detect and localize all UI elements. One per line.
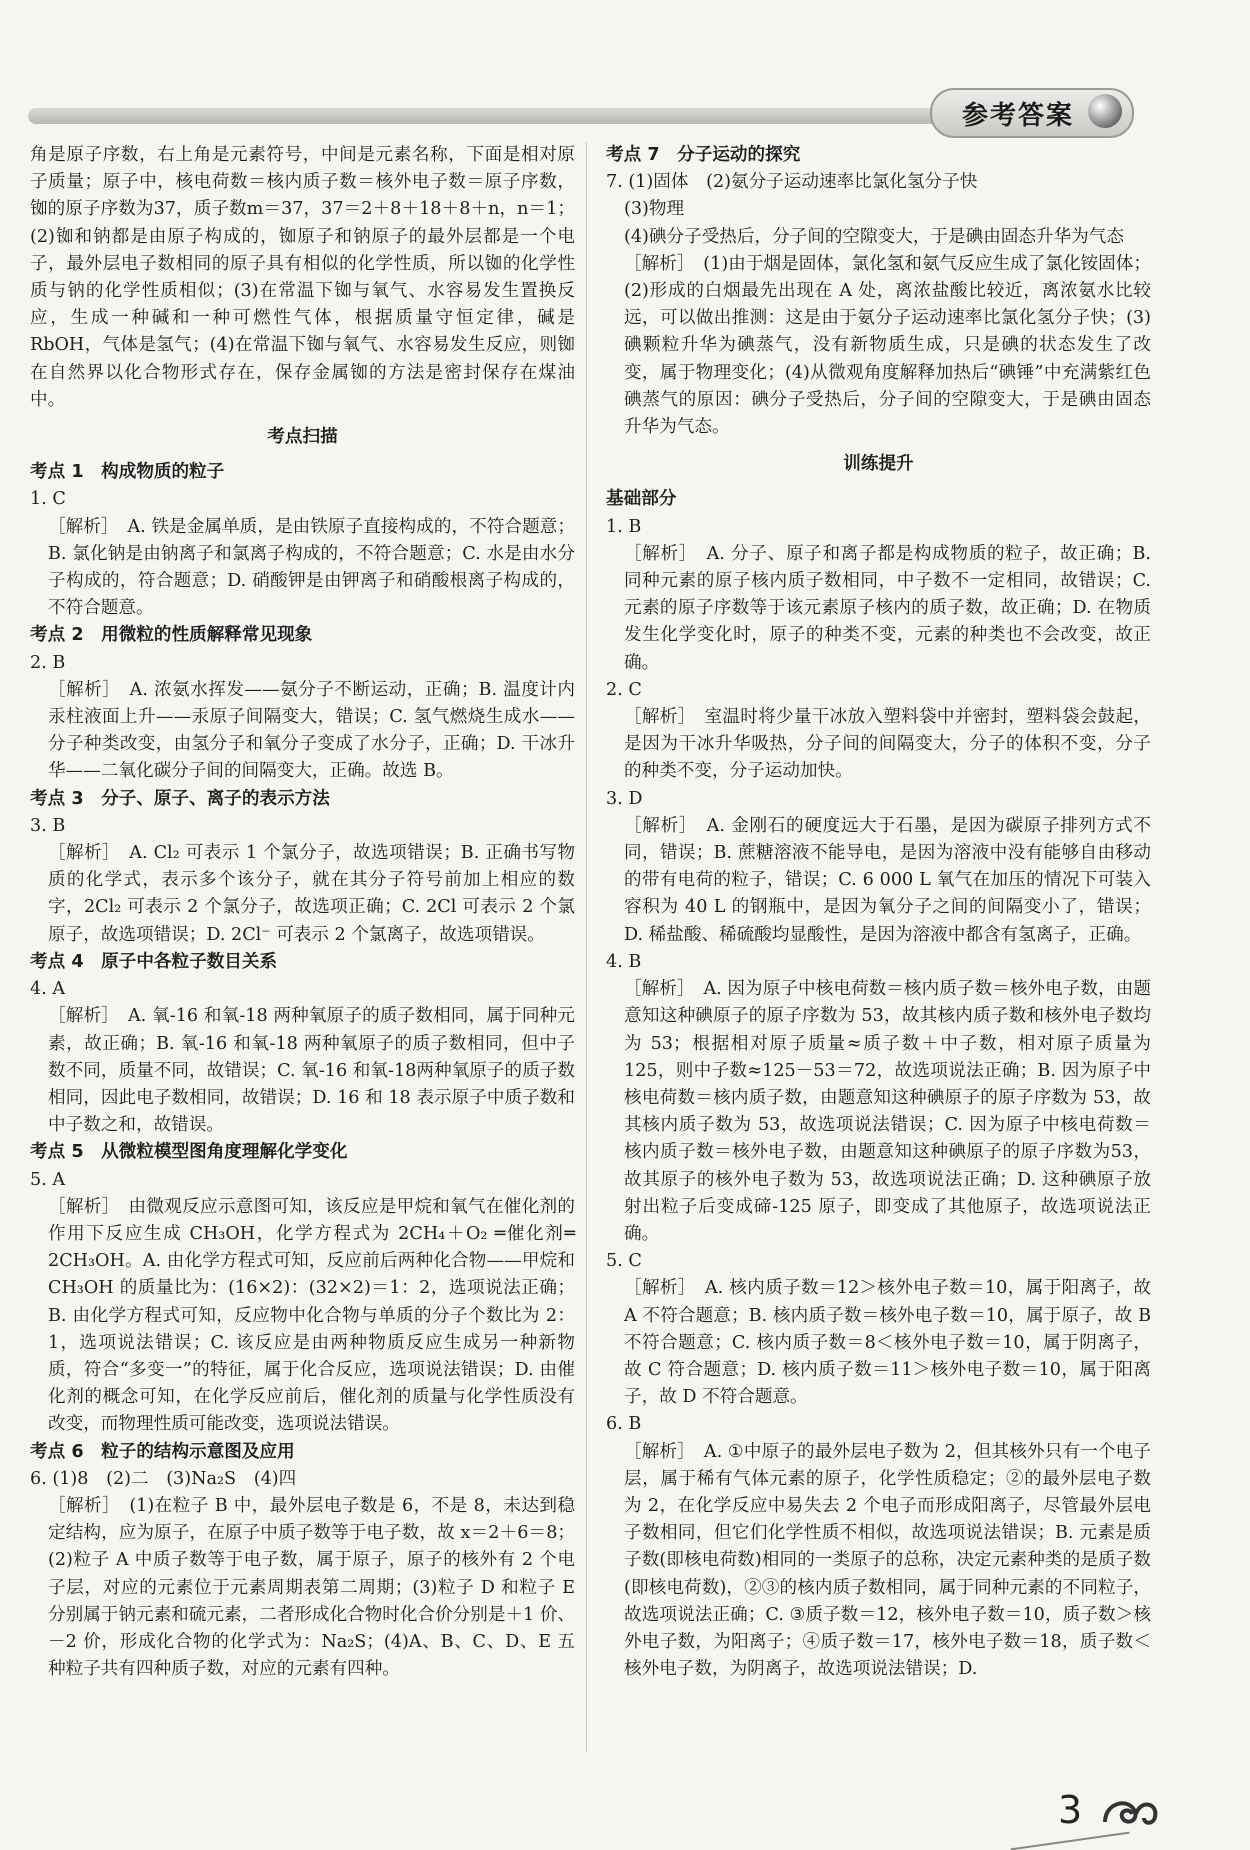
right-column — [606, 142, 1151, 1683]
explanation: ［解析］ 室温时将少量干冰放入塑料袋中并密封，塑料袋会鼓起，是因为干冰升华吸热，分子间的间隔变大，分子的体积不变，分子的种类不变，分子运动加快。 — [624, 707, 1151, 782]
answer-line: 4. B — [606, 951, 642, 972]
answer-line: 6. (1)8 (2)二 (3)Na₂S (4)四 — [30, 1468, 297, 1489]
explanation: ［解析］ (1)由于烟是固体，氯化氢和氨气反应生成了氯化铵固体；(2)形成的白烟最先出现在 A 处，离浓盐酸比较近，离浓氨水比较远，可以做出推测：这是由于氨分子运动速率比氯化氢分子快；(3)碘颗粒升华为碘蒸气，没有新物质生成，只是碘的状态发生了改变，属于物理变化；(4)从微观角度解释加热后“碘锤”中充满紫红色碘蒸气的原因：碘分子受热后，分子间的空隙变大，于是碘由固态升华为气态。 — [624, 253, 1151, 438]
left-column — [30, 142, 575, 1683]
section-heading: 考点扫描 — [267, 427, 338, 448]
section-heading: 训练提升 — [843, 454, 914, 475]
column-divider — [586, 142, 587, 1752]
explanation: ［解析］ A. Cl₂ 可表示 1 个氯分子，故选项错误；B. 正确书写物质的化学式，表示多个该分子，就在其分子符号前加上相应的数字，2Cl₂ 可表示 2 个氯分子，故选项正确；C. 2Cl 可表示 2 个氯原子，故选项错误；D. 2Cl⁻ 可表示 2 个氯离子，故选项错误。 — [48, 843, 575, 945]
explanation: ［解析］ A. 金刚石的硬度远大于石墨，是因为碳原子排列方式不同，错误；B. 蔗糖溶液不能导电，是因为溶液中没有能够自由移动的带有电荷的粒子，错误；C. 6 000 L 氧气在加压的情况下可装入容积为 40 L 的钢瓶中，是因为氧分子之间的间隔变小了，错误；D. 稀盐酸、稀硫酸均显酸性，是因为溶液中都含有氢离子，正确。 — [624, 815, 1151, 945]
explanation: (3)物理 — [624, 199, 685, 220]
topic-heading: 考点 3 分子、原子、离子的表示方法 — [30, 788, 330, 809]
explanation: ［解析］ A. ①中原子的最外层电子数为 2，但其核外只有一个电子层，属于稀有气体元素的原子，化学性质稳定；②的最外层电子数为 2，在化学反应中易失去 2 个电子而形成阳离子，尽管最外层电子数相同，但它们化学性质不相似，故选项说法错误；B. 元素是质子数(即核电荷数)相同的一类原子的总称，决定元素种类的是质子数(即核电荷数)，②③的核内质子数相同，属于同种元素的不同粒子，故选项说法正确；C. ③质子数＝12，核外电子数＝10，质子数＞核外电子数，为阳离子；④质子数＝17，核外电子数＝18，质子数＜核外电子数，为阴离子，故选项说法错误；D. — [624, 1441, 1151, 1680]
answer-line: 5. C — [606, 1251, 642, 1272]
explanation: ［解析］ A. 铁是金属单质，是由铁原子直接构成的，不符合题意；B. 氯化钠是由钠离子和氯离子构成的，不符合题意；C. 水是由水分子构成的，符合题意；D. 硝酸钾是由钾离子和硝酸根离子构成的，不符合题意。 — [48, 516, 575, 619]
header-title: 参考答案 — [962, 101, 1075, 131]
explanation: ［解析］ A. 分子、原子和离子都是构成物质的粒子，故正确；B. 同种元素的原子核内质子数相同，中子数不一定相同，故错误；C. 元素的原子序数等于该元素原子核内的质子数，故正确；D. 在物质发生化学变化时，原子的种类不变，元素的种类也不会改变，故正确。 — [624, 543, 1151, 673]
answer-line: 1. B — [606, 516, 642, 537]
answer-line: 7. (1)固体 (2)氨分子运动速率比氯化氢分子快 — [606, 172, 978, 193]
answer-line: 2. B — [30, 652, 66, 673]
topic-heading: 考点 7 分子运动的探究 — [606, 145, 801, 165]
answer-line: 6. B — [606, 1414, 642, 1435]
topic-heading: 考点 6 粒子的结构示意图及应用 — [30, 1441, 295, 1462]
topic-heading: 考点 4 原子中各粒子数目关系 — [30, 951, 278, 972]
explanation: ［解析］ A. 浓氨水挥发——氨分子不断运动，正确；B. 温度计内汞柱液面上升——汞原子间隔变大，错误；C. 氢气燃烧生成水——分子种类改变，由氢分子和氧分子变成了水分子，正确；D. 干冰升华——二氧化碳分子间的间隔变大，正确。故选 B。 — [48, 679, 575, 782]
page-number: 3 — [1058, 1788, 1083, 1832]
answer-line: 5. A — [30, 1169, 66, 1190]
answer-line: 1. C — [30, 489, 66, 510]
answer-line: 2. C — [606, 679, 642, 700]
explanation: ［解析］ A. 氧-16 和氧-18 两种氧原子的质子数相同，属于同种元素，故正确；B. 氧-16 和氧-18 两种氧原子的质子数相同，但中子数不同，质量不同，故错误；C. 氧-16 和氧-18两种氧原子的质子数相同，因此电子数相同，故错误；D. 16 和 18 表示原子中质子数和中子数之和，故错误。 — [48, 1006, 575, 1136]
topic-heading: 考点 1 构成物质的粒子 — [30, 462, 225, 483]
footer-line — [1010, 1832, 1129, 1850]
explanation: ［解析］ A. 因为原子中核电荷数＝核内质子数＝核外电子数，由题意知这种碘原子的原子序数为 53，故其核内质子数和核外电子数均为 53；根据相对原子质量≈质子数＋中子数，相对原子质量为 125，则中子数≈125－53＝72，故选项说法正确；B. 因为原子中核电荷数＝核内质子数，由题意知这种碘原子的原子序数为 53，故其核内质子数为 53，故选项说法错误；C. 因为原子中核电荷数＝核内质子数＝核外电子数，由题意知这种碘原子的原子序数为53，故其原子的核外电子数为 53，故选项说法正确；D. 这种碘原子放射出粒子后变成碲-125 原子，即变成了其他原子，故选项说法正确。 — [624, 979, 1151, 1244]
answer-line: 3. D — [606, 788, 643, 809]
answer-line: 4. A — [30, 979, 66, 1000]
header-ball-icon — [1088, 94, 1122, 128]
explanation: ［解析］ 由微观反应示意图可知，该反应是甲烷和氧气在催化剂的作用下反应生成 CH₃OH，化学方程式为 2CH₄＋O₂ ═催化剂═ 2CH₃OH。A. 由化学方程式可知，反应前后两种化合物——甲烷和 CH₃OH 的质量比为：(16×2)：(32×2)＝1：2，选项说法正确；B. 由化学方程式可知，反应物中化合物与单质的分子个数比为 2：1，选项说法错误；C. 该反应是由两种物质反应生成另一种新物质，符合“多变一”的特征，属于化合反应，选项说法错误；D. 由催化剂的概念可知，在化学反应前后，催化剂的质量与化学性质没有改变，而物理性质可能改变，选项说法错误。 — [48, 1196, 575, 1435]
explanation: ［解析］ (1)在粒子 B 中，最外层电子数是 6，不是 8，未达到稳定结构，应为原子，在原子中质子数等于电子数，故 x＝2＋6＝8；(2)粒子 A 中质子数等于电子数，属于原子，原子的核外有 2 个电子层，对应的元素位于元素周期表第二周期；(3)粒子 D 和粒子 E 分别属于钠元素和硫元素，二者形成化合物时化合价分别是＋1 价、－2 价，形成化合物的化学式为：Na₂S；(4)A、B、C、D、E 五种粒子共有四种质子数，对应的元素有四种。 — [48, 1495, 576, 1680]
topic-heading: 考点 5 从微粒模型图角度理解化学变化 — [30, 1142, 348, 1163]
explanation: ［解析］ A. 核内质子数＝12＞核外电子数＝10，属于阳离子，故 A 不符合题意；B. 核内质子数＝核外电子数＝10，属于原子，故 B 不符合题意；C. 核内质子数＝8＜核外电子数＝10，属于阴离子，故 C 符合题意；D. 核内质子数＝11＞核外电子数＝10，属于阳离子，故 D 不符合题意。 — [624, 1278, 1151, 1408]
subsection-heading: 基础部分 — [606, 489, 677, 510]
answer-line: 3. B — [30, 815, 66, 836]
swirl-ornament-icon — [1100, 1792, 1160, 1832]
topic-heading: 考点 2 用微粒的性质解释常见现象 — [30, 625, 313, 646]
paragraph: 角是原子序数，右上角是元素符号，中间是元素名称，下面是相对原子质量；原子中，核电荷数＝核内质子数＝核外电子数＝原子序数，铷的原子序数为37，质子数m＝37，37＝2＋8＋18＋8＋n，n＝1；(2)铷和钠都是由原子构成的，铷原子和钠原子的最外层都是一个电子，最外层电子数相同的原子具有相似的化学性质，所以铷的化学性质与钠的化学性质相似；(3)在常温下铷与氧气、水容易发生置换反应，生成一种碱和一种可燃性气体，根据质量守恒定律，碱是RbOH，气体是氢气；(4)在常温下铷与氧气、水容易发生反应，则铷在自然界以化合物形式存在，保存金属铷的方法是密封保存在煤油中。 — [30, 145, 575, 410]
explanation: (4)碘分子受热后，分子间的空隙变大，于是碘由固态升华为气态 — [624, 226, 1124, 247]
